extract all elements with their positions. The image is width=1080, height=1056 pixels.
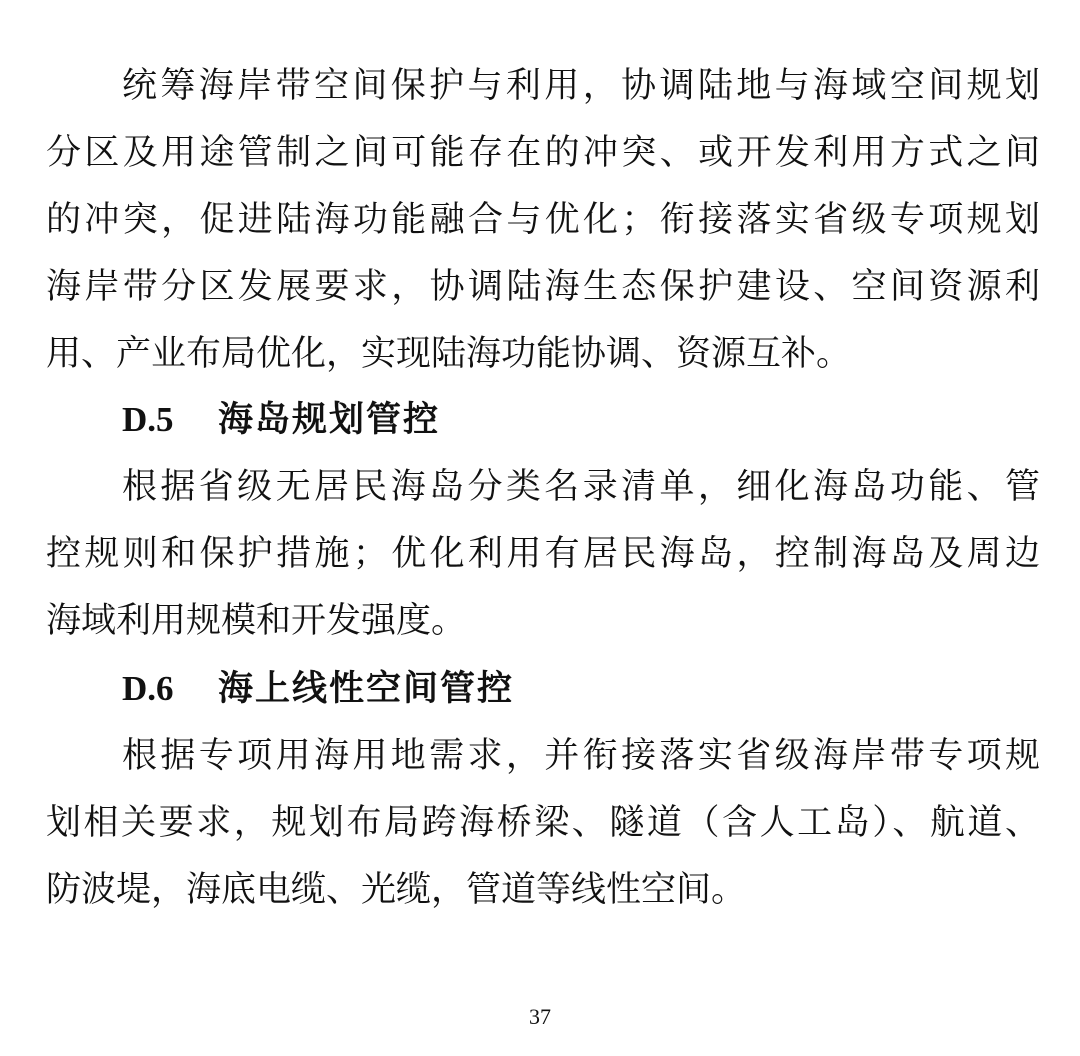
section-d5-line-3: 海域利用规模和开发强度。 — [46, 601, 467, 641]
section-d5-line-2: 控规则和保护措施；优化利用有居民海岛，控制海岛及周边 — [46, 534, 1040, 574]
section-d5-line-1: 根据省级无居民海岛分类名录清单，细化海岛功能、管 — [122, 467, 1040, 507]
paragraph-1-line-3: 的冲突，促进陆海功能融合与优化；衔接落实省级专项规划 — [46, 200, 1040, 240]
section-d6-title: 海上线性空间管控 — [218, 669, 515, 709]
section-d6-number: D.6 — [122, 669, 174, 708]
paragraph-1-line-2: 分区及用途管制之间可能存在的冲突、或开发利用方式之间 — [46, 133, 1040, 173]
section-d6-line-3: 防波堤，海底电缆、光缆，管道等线性空间。 — [46, 870, 747, 910]
section-d5-title: 海岛规划管控 — [218, 400, 441, 440]
paragraph-1-line-1: 统筹海岸带空间保护与利用，协调陆地与海域空间规划 — [122, 66, 1040, 106]
section-d5-heading — [122, 386, 440, 454]
paragraph-1-line-5: 用、产业布局优化，实现陆海功能协调、资源互补。 — [46, 334, 852, 374]
section-d6-line-2: 划相关要求，规划布局跨海桥梁、隧道（含人工岛）、航道、 — [46, 803, 1040, 843]
paragraph-1-line-4: 海岸带分区发展要求，协调陆海生态保护建设、空间资源利 — [46, 267, 1040, 307]
page-number: 37 — [529, 1004, 551, 1029]
section-d5-number: D.5 — [122, 400, 174, 439]
section-d6-line-1: 根据专项用海用地需求，并衔接落实省级海岸带专项规 — [122, 736, 1040, 776]
section-d6-heading — [122, 655, 514, 723]
